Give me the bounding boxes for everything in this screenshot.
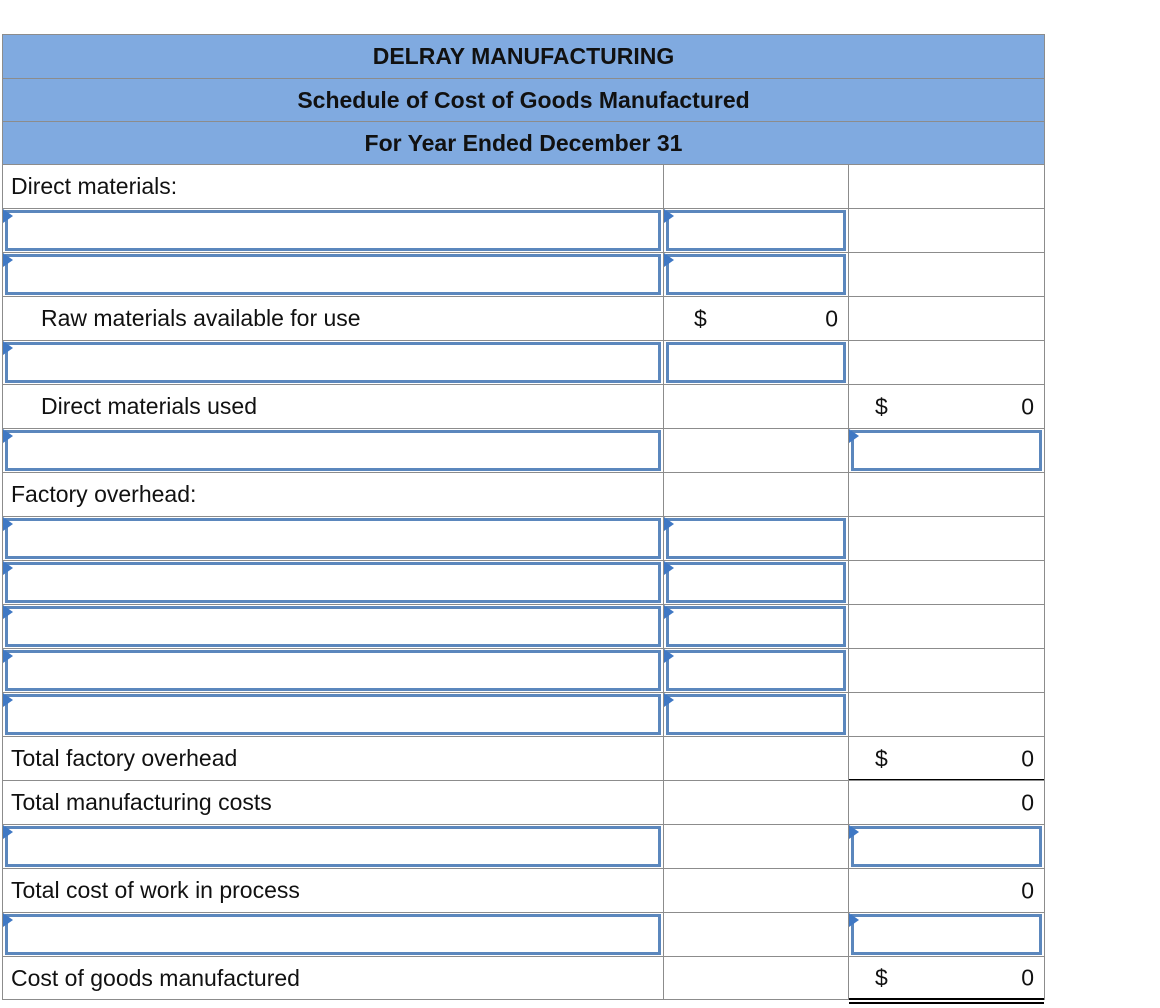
table-row	[3, 472, 1044, 516]
dropdown-marker-icon	[664, 605, 674, 619]
table-row	[3, 516, 1044, 560]
dropdown-marker-icon	[3, 341, 13, 355]
dm-account-select-3[interactable]	[5, 342, 661, 383]
table-row	[3, 912, 1044, 956]
cogm-schedule	[2, 34, 1045, 1000]
cogm-label: Cost of goods manufactured	[11, 964, 300, 991]
cogm-value: 0	[1021, 964, 1034, 991]
dropdown-marker-icon	[3, 825, 13, 839]
table-row	[3, 604, 1044, 648]
factory-overhead-heading: Factory overhead:	[11, 481, 197, 507]
statement-title: Schedule of Cost of Goods Manufactured	[3, 78, 1044, 121]
dropdown-marker-icon	[849, 913, 859, 927]
currency-symbol: $	[875, 393, 888, 419]
table-row	[3, 692, 1044, 736]
fo-amount-input-5[interactable]	[666, 694, 846, 735]
company-name: DELRAY MANUFACTURING	[3, 34, 1044, 78]
raw-materials-available-label: Raw materials available for use	[41, 305, 361, 331]
currency-symbol: $	[875, 964, 888, 991]
fo-account-select-5[interactable]	[5, 694, 661, 735]
dm-account-select-2[interactable]	[5, 254, 661, 295]
dropdown-marker-icon	[3, 253, 13, 267]
total-factory-overhead-value: 0	[1021, 745, 1034, 771]
dropdown-marker-icon	[664, 649, 674, 663]
total-manufacturing-costs-value: 0	[1021, 789, 1034, 815]
table-row	[3, 428, 1044, 472]
currency-symbol: $	[875, 745, 888, 771]
dropdown-marker-icon	[3, 605, 13, 619]
wip-end-account-select[interactable]	[5, 914, 661, 955]
total-factory-overhead-label: Total factory overhead	[11, 745, 238, 771]
fo-account-select-2[interactable]	[5, 562, 661, 603]
dm-amount-input-2[interactable]	[666, 254, 846, 295]
dm-amount-input-1[interactable]	[666, 210, 846, 251]
fo-account-select-4[interactable]	[5, 650, 661, 691]
direct-materials-used-value: 0	[1021, 393, 1034, 419]
wip-begin-account-select[interactable]	[5, 826, 661, 867]
raw-materials-available-value: 0	[825, 305, 838, 331]
total-cost-wip-value: 0	[1021, 877, 1034, 903]
dropdown-marker-icon	[664, 517, 674, 531]
dropdown-marker-icon	[849, 825, 859, 839]
dm-account-select-1[interactable]	[5, 210, 661, 251]
dropdown-marker-icon	[3, 517, 13, 531]
fo-amount-input-2[interactable]	[666, 562, 846, 603]
fo-amount-input-3[interactable]	[666, 606, 846, 647]
dropdown-marker-icon	[664, 693, 674, 707]
table-row	[3, 340, 1044, 384]
dropdown-marker-icon	[3, 209, 13, 223]
dl-account-select[interactable]	[5, 430, 661, 471]
dropdown-marker-icon	[3, 913, 13, 927]
table-row	[3, 868, 1044, 912]
total-cost-wip-label: Total cost of work in process	[11, 877, 300, 903]
table-row	[3, 956, 1044, 1000]
double-underline	[849, 998, 1044, 1004]
table-row	[3, 736, 1044, 780]
currency-symbol: $	[694, 305, 707, 331]
dropdown-marker-icon	[664, 561, 674, 575]
wip-begin-amount-input[interactable]	[851, 826, 1042, 867]
dropdown-marker-icon	[3, 649, 13, 663]
table-row	[3, 824, 1044, 868]
dropdown-marker-icon	[3, 693, 13, 707]
table-row	[3, 164, 1044, 208]
statement-period: For Year Ended December 31	[3, 121, 1044, 164]
table-row	[3, 252, 1044, 296]
dl-amount-input[interactable]	[851, 430, 1042, 471]
dropdown-marker-icon	[3, 429, 13, 443]
direct-materials-used-label: Direct materials used	[41, 393, 258, 419]
table-row	[3, 384, 1044, 428]
table-row	[3, 296, 1044, 340]
fo-amount-input-1[interactable]	[666, 518, 846, 559]
table-row	[3, 208, 1044, 252]
table-row	[3, 780, 1044, 824]
fo-amount-input-4[interactable]	[666, 650, 846, 691]
total-manufacturing-costs-label: Total manufacturing costs	[11, 789, 272, 815]
wip-end-amount-input[interactable]	[851, 914, 1042, 955]
direct-materials-heading: Direct materials:	[11, 173, 178, 199]
fo-account-select-1[interactable]	[5, 518, 661, 559]
fo-account-select-3[interactable]	[5, 606, 661, 647]
dropdown-marker-icon	[3, 561, 13, 575]
dropdown-marker-icon	[664, 209, 674, 223]
dropdown-marker-icon	[849, 429, 859, 443]
table-row	[3, 560, 1044, 604]
dm-amount-input-3[interactable]	[666, 342, 846, 383]
table-row	[3, 648, 1044, 692]
dropdown-marker-icon	[664, 253, 674, 267]
